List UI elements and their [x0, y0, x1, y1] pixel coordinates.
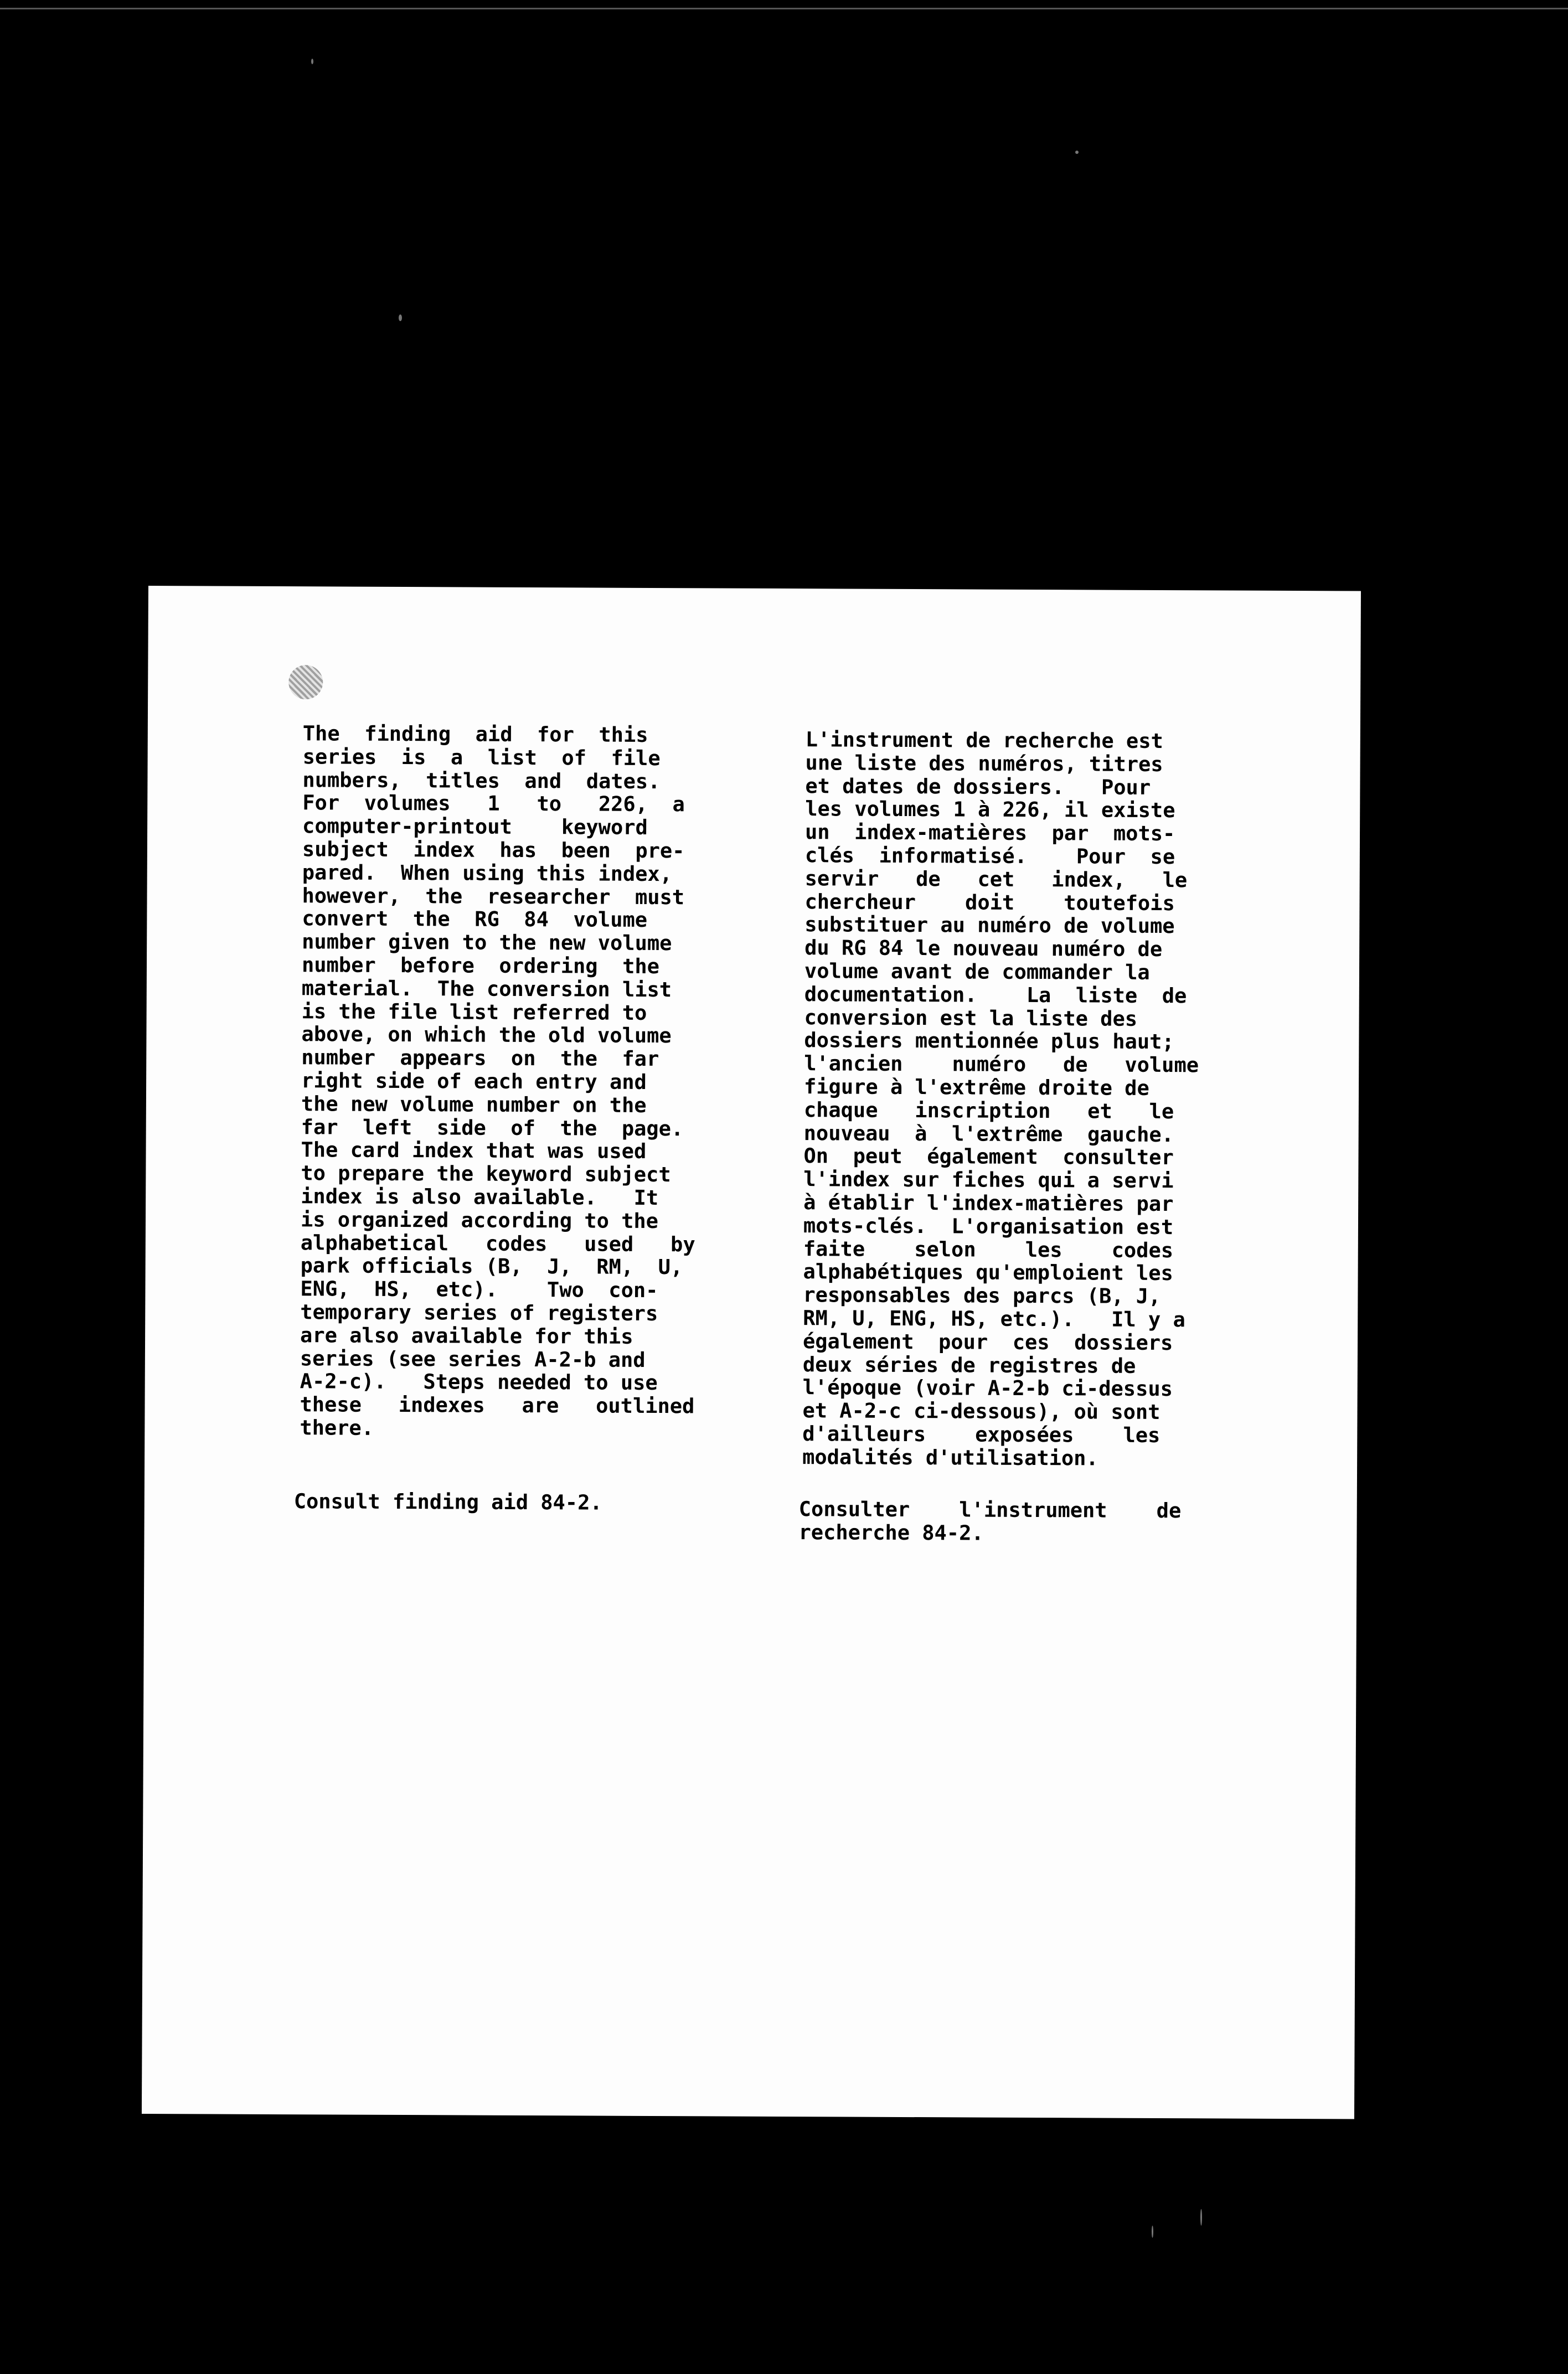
text-line: number given to the new volume	[302, 930, 672, 956]
text-line: dossiers mentionnée plus haut;	[804, 1028, 1174, 1054]
text-line: Consulter l'instrument de	[798, 1497, 1182, 1523]
text-line: figure à l'extrême droite de	[803, 1075, 1149, 1100]
text-line: nouveau à l'extrême gauche.	[803, 1121, 1174, 1147]
text-line: Consult finding aid 84-2.	[293, 1489, 602, 1515]
text-line: chaque inscription et le	[803, 1097, 1174, 1123]
text-line: recherche 84-2.	[798, 1520, 984, 1545]
text-line: responsables des parcs (B, J,	[803, 1283, 1161, 1309]
text-line: ENG, HS, etc). Two con-	[300, 1277, 658, 1303]
text-line: alphabétiques qu'emploient les	[803, 1260, 1173, 1286]
text-line: these indexes are outlined	[300, 1392, 695, 1418]
text-line: to prepare the keyword subject	[301, 1161, 671, 1187]
text-line: les volumes 1 à 226, il existe	[805, 797, 1175, 823]
text-line: et dates de dossiers. Pour	[805, 773, 1151, 799]
text-line: number appears on the far	[301, 1045, 659, 1071]
text-line: RM, U, ENG, HS, etc.). Il y a	[803, 1306, 1185, 1332]
text-line: above, on which the old volume	[301, 1022, 672, 1048]
text-line: mots-clés. L'organisation est	[803, 1213, 1174, 1239]
text-line: conversion est la liste des	[804, 1005, 1138, 1031]
text-line: computer-printout keyword	[302, 814, 648, 840]
english-description	[300, 722, 697, 1441]
dust-speck	[1200, 2209, 1202, 2226]
french-consult-note	[798, 1498, 1181, 1546]
text-line: chercheur doit toutefois	[804, 889, 1175, 915]
text-line: et A-2-c ci-dessous), où sont	[802, 1398, 1160, 1425]
text-line: du RG 84 le nouveau numéro de	[804, 936, 1163, 962]
text-line: faite selon les codes	[803, 1236, 1174, 1262]
text-line: l'époque (voir A-2-b ci-dessus	[802, 1375, 1173, 1401]
text-line: volume avant de commander la	[804, 959, 1150, 984]
text-line: deux séries de registres de	[802, 1352, 1136, 1378]
text-line: convert the RG 84 volume	[302, 906, 648, 932]
text-line: également pour ces dossiers	[802, 1329, 1173, 1355]
text-line: servir de cet index, le	[804, 866, 1188, 892]
dust-speck	[1075, 151, 1079, 154]
text-line: une liste des numéros, titres	[805, 750, 1163, 776]
text-line: For volumes 1 to 226, a	[302, 791, 685, 817]
text-line: un index-matières par mots-	[804, 820, 1175, 846]
dust-speck	[1152, 2226, 1153, 2238]
text-line: series is a list of file	[302, 745, 661, 770]
text-line: d'ailleurs exposées les	[802, 1422, 1160, 1447]
text-line: à établir l'index-matières par	[803, 1190, 1174, 1216]
text-line: alphabetical codes used by	[300, 1230, 695, 1256]
text-line: is organized according to the	[300, 1207, 659, 1233]
french-description	[802, 728, 1200, 1470]
text-line: substituer au numéro de volume	[804, 912, 1175, 938]
text-line: material. The conversion list	[301, 976, 672, 1002]
text-line: temporary series of registers	[300, 1300, 658, 1325]
text-line: pared. When using this index,	[302, 860, 673, 886]
text-line: park officials (B, J, RM, U,	[300, 1253, 683, 1279]
text-line: On peut également consulter	[803, 1144, 1174, 1170]
text-line: L'instrument de recherche est	[805, 727, 1163, 753]
text-line: documentation. La liste de	[804, 982, 1187, 1008]
dust-speck	[399, 314, 402, 321]
text-line: series (see series A-2-b and	[300, 1346, 646, 1372]
scanner-edge-line	[0, 8, 1568, 9]
text-line: numbers, titles and dates.	[302, 767, 661, 793]
text-line: far left side of the page.	[301, 1114, 684, 1140]
text-line: l'index sur fiches qui a servi	[803, 1167, 1174, 1193]
text-line: number before ordering the	[301, 953, 660, 979]
text-line: subject index has been pre-	[302, 837, 685, 863]
text-line: modalités d'utilisation.	[802, 1444, 1098, 1470]
text-line: right side of each entry and	[301, 1069, 647, 1094]
text-line: is the file list referred to	[301, 999, 647, 1025]
text-line: clés informatisé. Pour se	[804, 843, 1175, 869]
text-line: A-2-c). Steps needed to use	[300, 1369, 658, 1395]
text-line: the new volume number on the	[301, 1091, 647, 1117]
text-line: index is also available. It	[301, 1184, 659, 1210]
english-consult-note	[294, 1490, 602, 1514]
text-line: however, the researcher must	[302, 883, 685, 909]
text-line: The finding aid for this	[302, 721, 648, 747]
dust-speck	[311, 59, 313, 64]
text-line: l'ancien numéro de volume	[804, 1051, 1199, 1077]
text-line: The card index that was used	[301, 1138, 647, 1164]
text-line: there.	[300, 1416, 374, 1440]
text-line: are also available for this	[300, 1323, 633, 1349]
document-page	[142, 586, 1361, 2119]
punch-hole-mark	[288, 665, 323, 699]
